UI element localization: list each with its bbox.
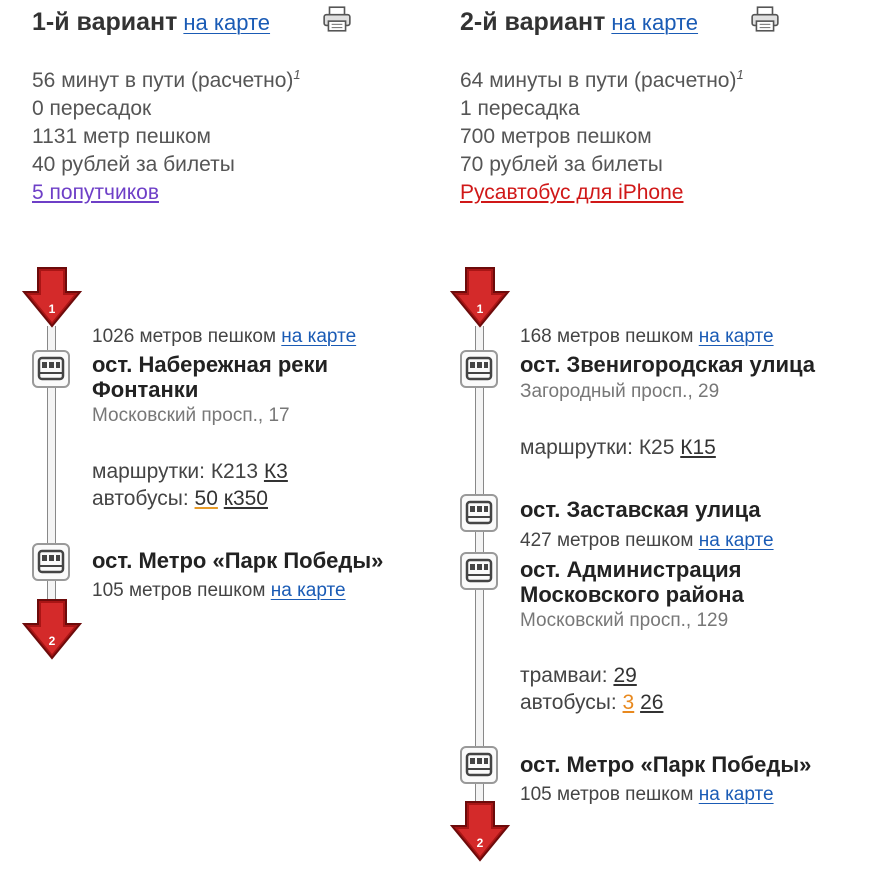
variant2-stop-2[interactable]: ост. Заставская улица [520,497,761,522]
stop-name: ост. Администрация [520,557,742,582]
variant1-stop-1-address: Московский просп., 17 [92,405,290,426]
end-arrow-icon [20,598,84,662]
walk-text: 427 метров пешком [520,530,694,551]
route-number[interactable]: К3 [263,460,288,483]
variant2-walk-2 [520,530,774,552]
variant1-map-link[interactable]: на карте [183,10,271,35]
variant1-title-row [32,8,270,37]
variant1-routes [92,458,288,512]
stop-name: Московского района [520,582,744,607]
variant2-walk-total: 700 метров пешком [460,125,652,148]
start-arrow-icon [448,266,512,330]
bus-stop-icon [460,746,498,784]
variant1-stop-1[interactable] [92,352,328,402]
walk-map-link[interactable]: на карте [698,530,774,551]
start-arrow-icon [20,266,84,330]
walk-text: 168 метров пешком [520,326,694,347]
companions-link[interactable]: 5 попутчиков [32,181,159,204]
variant2-title-row [460,8,698,37]
minibus-label: маршрутки: [92,460,205,483]
walk-text: 1026 метров пешком [92,326,277,347]
footnote-marker[interactable]: 1 [736,67,744,82]
bus-stop-icon [460,350,498,388]
variant1-price: 40 рублей за билеты [32,153,235,176]
bus-label: автобусы: [92,487,189,510]
variant1-walk-2 [92,580,346,602]
variant2-price: 70 рублей за билеты [460,153,663,176]
variant2-walk-3 [520,784,774,806]
variant1-transfers: 0 пересадок [32,97,152,120]
variant1-stop-2[interactable]: ост. Метро «Парк Победы» [92,548,384,573]
walk-map-link[interactable]: на карте [281,326,357,347]
variant1-start-marker: 1 [48,302,56,316]
bus-stop-icon [460,552,498,590]
bus-label: автобусы: [520,691,617,714]
variant2-transfers: 1 пересадка [460,97,580,120]
printer-icon[interactable] [750,6,780,32]
variant2-start-marker: 1 [476,302,484,316]
walk-text: 105 метров пешком [520,784,694,805]
variant1-end-marker: 2 [48,634,56,648]
route-number[interactable]: 26 [640,691,664,714]
route-number: К213 [210,460,259,483]
bus-stop-icon [32,543,70,581]
variant2-end-marker: 2 [476,836,484,850]
printer-icon[interactable] [322,6,352,32]
variant2-map-link[interactable]: на карте [611,10,699,35]
variant2-stop-1-address: Загородный просп., 29 [520,381,720,402]
variant2-stop-3[interactable] [520,557,744,607]
stop-name: ост. Набережная реки [92,352,329,377]
route-number[interactable]: 29 [613,664,637,687]
variant2-routes-1 [520,434,716,461]
variant1-title: 1-й вариант [32,8,178,36]
walk-map-link[interactable]: на карте [698,326,774,347]
route-number[interactable]: 50 [194,487,218,510]
variant2-title: 2-й вариант [460,8,606,36]
walk-text: 105 метров пешком [92,580,266,601]
walk-map-link[interactable]: на карте [698,784,774,805]
tram-label: трамваи: [520,664,608,687]
variant1-time: 56 минут в пути (расчетно) [32,69,294,92]
variant2-walk-1 [520,326,774,348]
variant2-stop-1[interactable]: ост. Звенигородская улица [520,352,815,377]
bus-stop-icon [32,350,70,388]
rusavtobus-iphone-link[interactable]: Русавтобус для iPhone [460,181,684,204]
variant2-stop-3-address: Московский просп., 129 [520,610,729,631]
variant1-walk-total: 1131 метр пешком [32,125,211,148]
minibus-label: маршрутки: [520,436,633,459]
variant1-stats [32,61,301,207]
end-arrow-icon [448,800,512,864]
route-number[interactable]: К15 [680,436,716,459]
variant1-walk-1 [92,326,356,348]
variant2-stats [460,61,744,207]
bus-stop-icon [460,494,498,532]
variant2-stop-4[interactable]: ост. Метро «Парк Победы» [520,752,812,777]
footnote-marker[interactable]: 1 [293,67,301,82]
variant2-routes-2 [520,662,663,716]
route-number[interactable]: 3 [622,691,635,714]
stop-name: Фонтанки [92,377,199,402]
walk-map-link[interactable]: на карте [270,580,346,601]
route-number[interactable]: к350 [223,487,268,510]
variant2-time: 64 минуты в пути (расчетно) [460,69,737,92]
route-number: К25 [638,436,675,459]
